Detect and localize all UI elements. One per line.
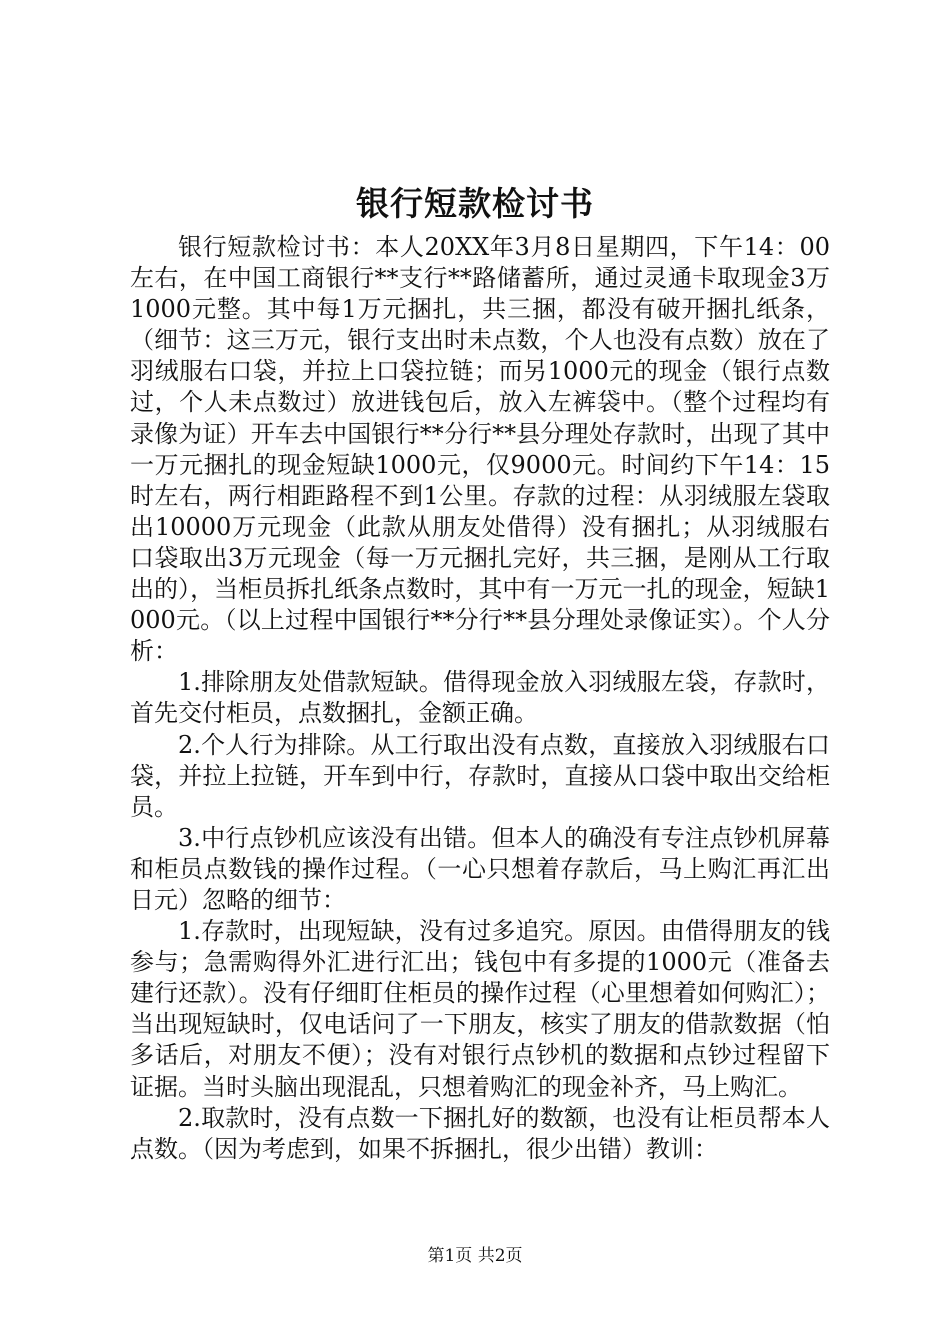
paragraph-analysis-2: 2.个人行为排除。从工行取出没有点数，直接放入羽绒服右口袋，并拉上拉链，开车到中行，存款时，直接从口袋中取出交给柜员。 <box>130 730 830 821</box>
paragraph-analysis-1: 1.排除朋友处借款短缺。借得现金放入羽绒服左袋，存款时，首先交付柜员，点数捆扎，金额正确。 <box>130 668 830 728</box>
document-body <box>130 232 830 1165</box>
document-title: 银行短款检讨书 <box>356 184 594 223</box>
paragraph-analysis-3: 3.中行点钞机应该没有出错。但本人的确没有专注点钞机屏幕和柜员点数钱的操作过程。（一心只想着存款后，马上购汇再汇出日元）忽略的细节： <box>130 823 830 914</box>
paragraph-detail-1: 1.存款时，出现短缺，没有过多追究。原因。由借得朋友的钱参与；急需购得外汇进行汇出；钱包中有多提的1000元（准备去建行还款）。没有仔细盯住柜员的操作过程（心里想着如何购汇）；当出现短缺时，仅电话问了一下朋友，核实了朋友的借款数据（怕多话后，对朋友不便）；没有对银行点钞机的数据和点钞过程留下证据。当时头脑出现混乱，只想着购汇的现金补齐，马上购汇。 <box>130 917 830 1101</box>
paragraph-detail-2: 2.取款时，没有点数一下捆扎好的数额，也没有让柜员帮本人点数。（因为考虑到，如果不拆捆扎，很少出错）教训： <box>130 1103 830 1163</box>
page-footer: 第1页 共2页 <box>427 1246 523 1266</box>
paragraph-intro: 银行短款检讨书：本人20XX年3月8日星期四，下午14：00左右，在中国工商银行**支行**路储蓄所，通过灵通卡取现金3万1000元整。其中每1万元捆扎，共三捆，都没有破开捆扎纸条，（细节：这三万元，银行支出时未点数，个人也没有点数）放在了羽绒服右口袋，并拉上口袋拉链；而另1000元的现金（银行点数过，个人未点数过）放进钱包后，放入左裤袋中。（整个过程均有录像为证）开车去中国银行**分行**县分理处存款时，出现了其中一万元捆扎的现金短缺1000元，仅9000元。时间约下午14：15时左右，两行相距路程不到1公里。存款的过程：从羽绒服左袋取出10000万元现金（此款从朋友处借得）没有捆扎；从羽绒服右口袋取出3万元现金（每一万元捆扎完好，共三捆，是刚从工行取出的），当柜员拆扎纸条点数时，其中有一万元一扎的现金，短缺1000元。（以上过程中国银行**分行**县分理处录像证实）。个人分析： <box>130 233 830 666</box>
